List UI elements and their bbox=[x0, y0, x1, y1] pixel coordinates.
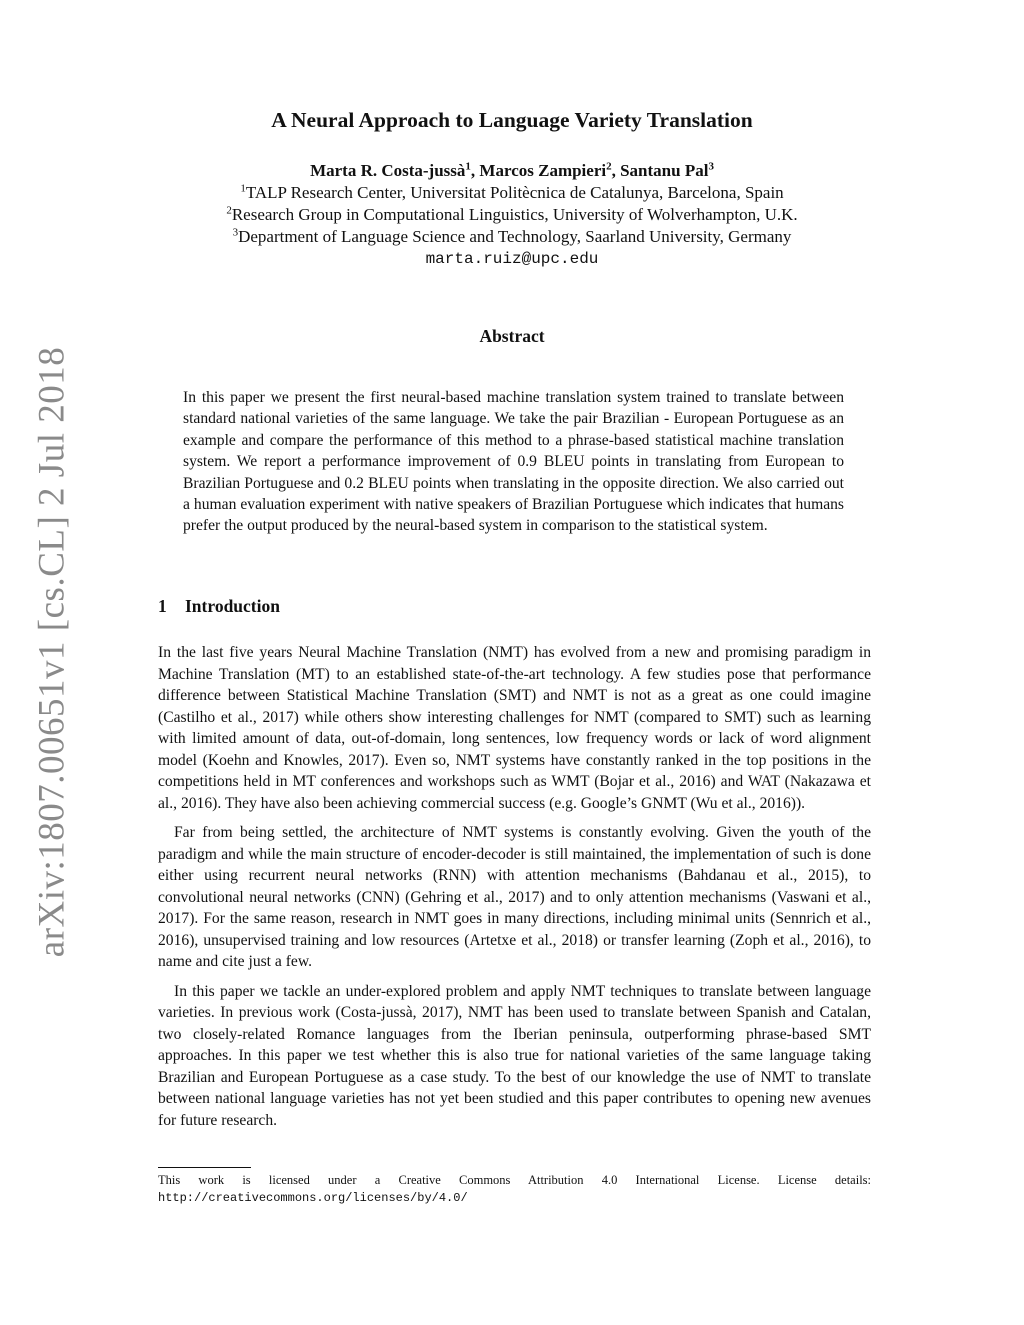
author-email: marta.ruiz@upc.edu bbox=[425, 250, 599, 268]
abstract-heading: Abstract bbox=[479, 326, 545, 346]
author-sup: 2 bbox=[606, 160, 612, 173]
author-list: Marta R. Costa-jussà$^1$, Marcos Zampieri$^2$, Santanu Pal$^3$ bbox=[310, 160, 714, 180]
author-name: Marcos Zampieri bbox=[479, 161, 607, 180]
paragraph: Far from being settled, the architecture of NMT systems is constantly evolving. Given the youth of the paradigm and while the main structure of encoder-decoder is still maintained, the implementation of such is done either using recurrent neural networks (RNN) with attention mechanisms (Bahdanau et al., 2015), to convolutional neural networks (CNN) (Gehring et al., 2017) and to only attention mechanisms (Vaswani et al., 2017). For the same reason, research in NMT goes in many directions, including minimal units (Sennrich et al., 2016), unsupervised training and low resources (Artetxe et al., 2018) or transfer learning (Zoph et al., 2016), to name and cite just a few. bbox=[158, 824, 871, 970]
abstract-text: In this paper we present the first neural-based machine translation system trained to translate between standard national varieties of the same language. We take the pair Brazilian - European Portuguese as an example and compare the performance of this method to a phrase-based statistical machine translation system. We report a performance improvement of 0.9 BLEU points in translating from European to Brazilian Portuguese and 0.2 BLEU points when translating in the opposite direction. We also carried out a human evaluation experiment with native speakers of Brazilian Portuguese which indicates that humans prefer the output produced by the neural-based system in comparison to the statistical system. bbox=[183, 389, 844, 535]
paragraph: In the last five years Neural Machine Translation (NMT) has evolved from a new and promising paradigm in Machine Translation (MT) to an established state-of-the-art technology. A few studies pose that performance difference between Statistical Machine Translation (SMT) and NMT is not as a great as one could imagine (Castilho et al., 2017) while others show interesting challenges for NMT (compared to SMT) such as learning with limited amount of data, out-of-domain, long sentences, low frequency words or lack of word alignment model (Koehn and Knowles, 2017). Even so, NMT systems have constantly ranked in the top positions in the competitions held in MT conferences and workshops such as WMT (Bojar et al., 2016) and WAT (Nakazawa et al., 2016). They have also been achieving commercial success (e.g. Google’s GNMT (Wu et al., 2016)). bbox=[158, 644, 871, 812]
paper-title: A Neural Approach to Language Variety Translation bbox=[271, 108, 753, 132]
footnote bbox=[158, 1172, 871, 1207]
arxiv-stamp: arXiv:1807.00651v1 [cs.CL] 2 Jul 2018 bbox=[31, 346, 73, 958]
author-name: Santanu Pal bbox=[620, 161, 709, 180]
affiliation: $^2$Research Group in Computational Linguistics, University of Wolverhampton, U.K. bbox=[226, 204, 798, 224]
introduction-body bbox=[158, 642, 871, 1139]
affiliation: $^3$Department of Language Science and Technology, Saarland University, Germany bbox=[232, 226, 792, 246]
author-name: Marta R. Costa-jussà bbox=[310, 161, 466, 180]
footnote-text: This work is licensed under a Creative Commons Attribution 4.0 International License. License details: bbox=[158, 1173, 871, 1187]
paragraph: In this paper we tackle an under-explored problem and apply NMT techniques to translate between language varieties. In previous work (Costa-jussà, 2017), NMT has been used to translate between Spanish and Catalan, two closely-related Romance languages from the Iberian peninsula, outperforming phrase-based SMT approaches. In this paper we test whether this is also true for national varieties of the same language taking Brazilian and European Portuguese as a case study. To the best of our knowledge the use of NMT to translate between national language varieties has not yet been studied and this paper contributes to opening new avenues for future research. bbox=[158, 982, 871, 1129]
author-block bbox=[0, 160, 1024, 270]
section-title: Introduction bbox=[185, 596, 280, 616]
license-link[interactable]: http://creativecommons.org/licenses/by/4.0/ bbox=[158, 1191, 468, 1205]
author-sup: 1 bbox=[465, 160, 471, 173]
section-number: 1 bbox=[158, 596, 167, 616]
author-sup: 3 bbox=[708, 160, 714, 173]
section-heading bbox=[158, 596, 280, 617]
affiliation: $^1$TALP Research Center, Universitat Politècnica de Catalunya, Barcelona, Spain bbox=[240, 182, 784, 202]
footnote-rule bbox=[158, 1167, 251, 1168]
